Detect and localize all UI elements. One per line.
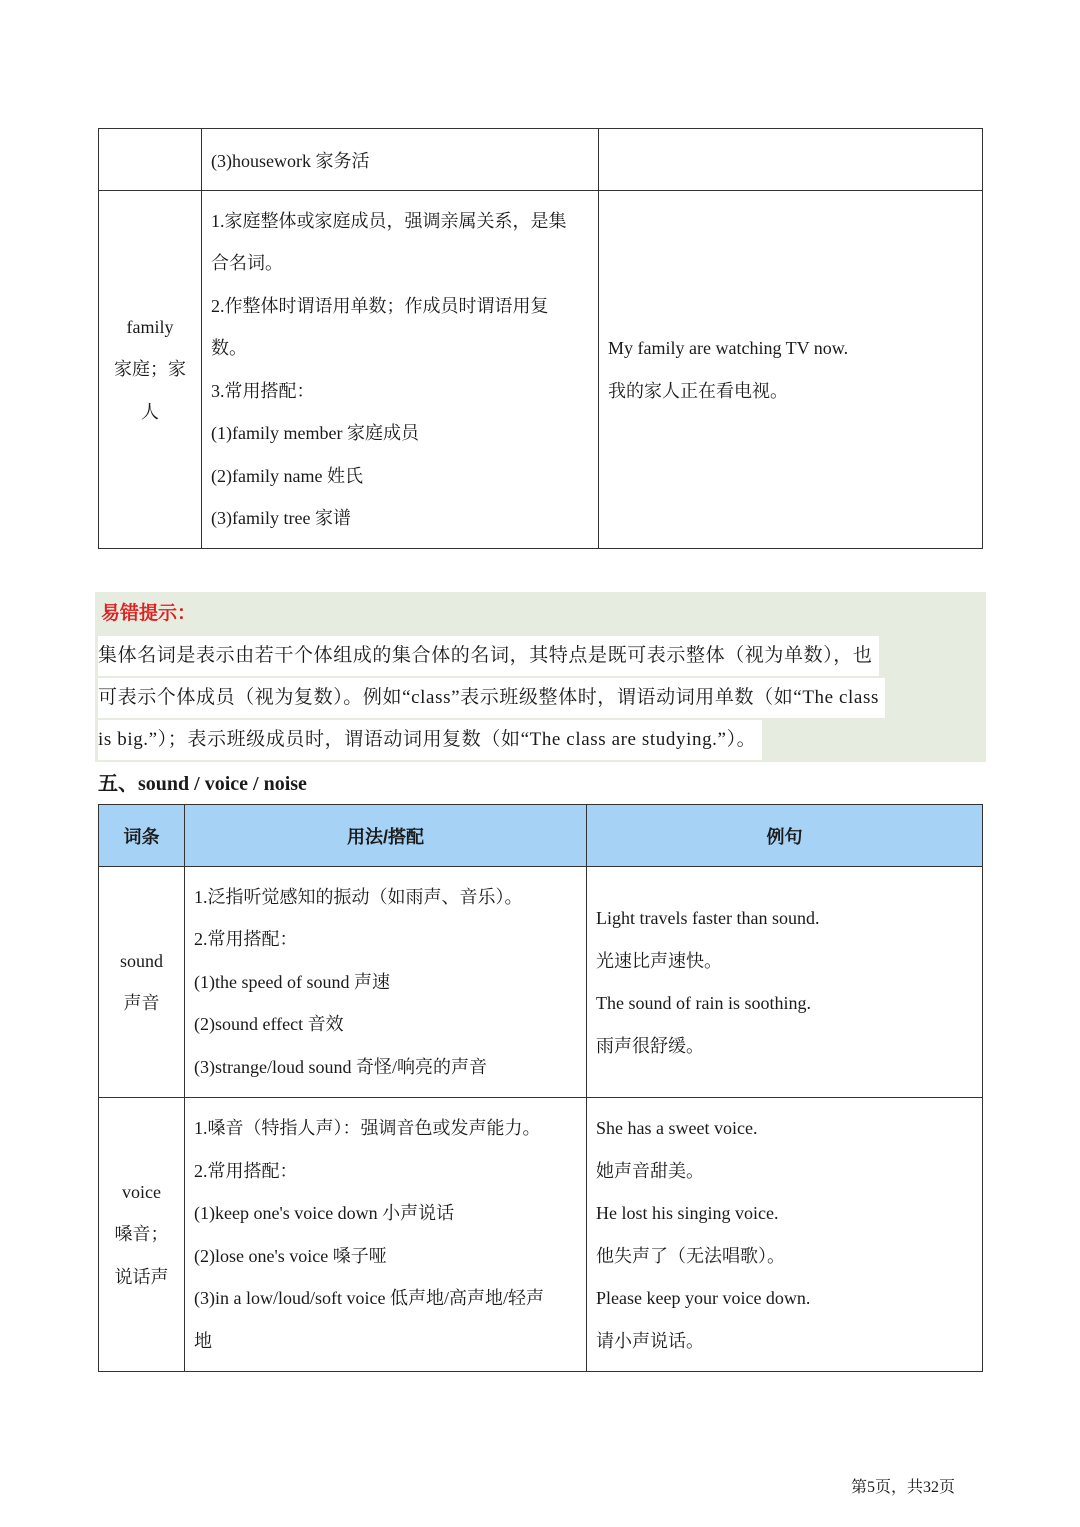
header-entry: 词条 (99, 805, 185, 867)
usage-line: (1)family member 家庭成员 (211, 423, 419, 443)
tip-title: 易错提示： (101, 603, 197, 624)
entry-line: family (126, 316, 174, 337)
example-line: Light travels faster than sound. (596, 908, 820, 928)
example-cell (587, 1098, 983, 1372)
tip-line: 可表示个体成员（视为复数）。例如“class”表示班级整体时，谓语动词用单数（如“The class (98, 678, 885, 718)
table-row (99, 129, 983, 191)
example-line: My family are watching TV now. (608, 338, 849, 358)
entry-cell (99, 191, 202, 549)
header-example: 例句 (587, 805, 983, 867)
usage-line: 数。 (211, 338, 247, 358)
usage-line: (1)the speed of sound 声速 (194, 971, 390, 992)
header-usage: 用法/搭配 (185, 805, 587, 867)
table-row (99, 191, 983, 549)
example-line: 她声音甜美。 (596, 1160, 704, 1181)
usage-line: 合名词。 (211, 253, 283, 273)
example-line: He lost his singing voice. (596, 1203, 779, 1223)
entry-line: sound (119, 950, 163, 971)
example-line: Please keep your voice down. (596, 1288, 811, 1308)
usage-line: (3)in a low/loud/soft voice 低声地/高声地/轻声 (194, 1288, 544, 1308)
usage-line: (3)strange/loud sound 奇怪/响亮的声音 (194, 1056, 487, 1077)
example-cell (599, 191, 983, 549)
example-line: The sound of rain is soothing. (596, 993, 811, 1013)
usage-cell (185, 1098, 587, 1372)
vocab-table-continued (98, 128, 983, 549)
usage-line: 1.泛指听觉感知的振动（如雨声、音乐）。 (194, 886, 523, 907)
example-cell (587, 867, 983, 1098)
table-row (99, 1098, 983, 1372)
error-tip-box (95, 592, 986, 762)
example-line: 雨声很舒缓。 (596, 1035, 704, 1056)
tip-line: 集体名词是表示由若干个体组成的集合体的名词，其特点是既可表示整体（视为单数），也 (98, 636, 879, 676)
usage-line: (2)lose one's voice 嗓子哑 (194, 1245, 387, 1266)
example-line: 光速比声速快。 (596, 950, 722, 971)
table-row (99, 867, 983, 1098)
usage-line: 2.常用搭配： (194, 1160, 298, 1181)
entry-line: 家庭；家 (114, 359, 186, 380)
usage-line: 2.常用搭配： (194, 929, 298, 950)
entry-line: 说话声 (114, 1266, 169, 1287)
example-line: 请小声说话。 (596, 1330, 704, 1351)
usage-line: (1)keep one's voice down 小声说话 (194, 1203, 455, 1223)
usage-line: 地 (194, 1330, 212, 1351)
usage-cell (185, 867, 587, 1098)
entry-cell (99, 1098, 185, 1372)
usage-line: (2)sound effect 音效 (194, 1014, 344, 1035)
example-line: 我的家人正在看电视。 (608, 380, 788, 401)
page-number: 第5页，共32页 (851, 1479, 956, 1496)
table-header-row (99, 805, 983, 867)
tip-line: is big.”）；表示班级成员时，谓语动词用复数（如“The class are studying.”）。 (98, 720, 762, 760)
usage-cell (202, 191, 599, 549)
usage-line: 2.作整体时谓语用单数；作成员时谓语用复 (211, 295, 549, 316)
entry-line: voice (122, 1181, 161, 1202)
entry-cell (99, 867, 185, 1098)
entry-line: 嗓音； (114, 1224, 169, 1245)
usage-line: (3)family tree 家谱 (211, 508, 351, 528)
example-line: She has a sweet voice. (596, 1118, 758, 1138)
example-line: 他失声了（无法唱歌）。 (596, 1245, 785, 1266)
usage-line: 1.嗓音（特指人声）：强调音色或发声能力。 (194, 1118, 541, 1138)
usage-cell: (3)housework 家务活 (202, 129, 599, 191)
usage-line: (2)family name 姓氏 (211, 465, 363, 486)
vocab-table (98, 804, 983, 1372)
example-cell (599, 129, 983, 191)
usage-line: 1.家庭整体或家庭成员，强调亲属关系，是集 (211, 210, 567, 231)
entry-line: 声音 (123, 993, 160, 1013)
entry-cell (99, 129, 202, 191)
usage-line: 3.常用搭配： (211, 380, 315, 401)
section-heading: 五、sound / voice / noise (98, 773, 307, 795)
entry-line: 人 (141, 401, 159, 422)
